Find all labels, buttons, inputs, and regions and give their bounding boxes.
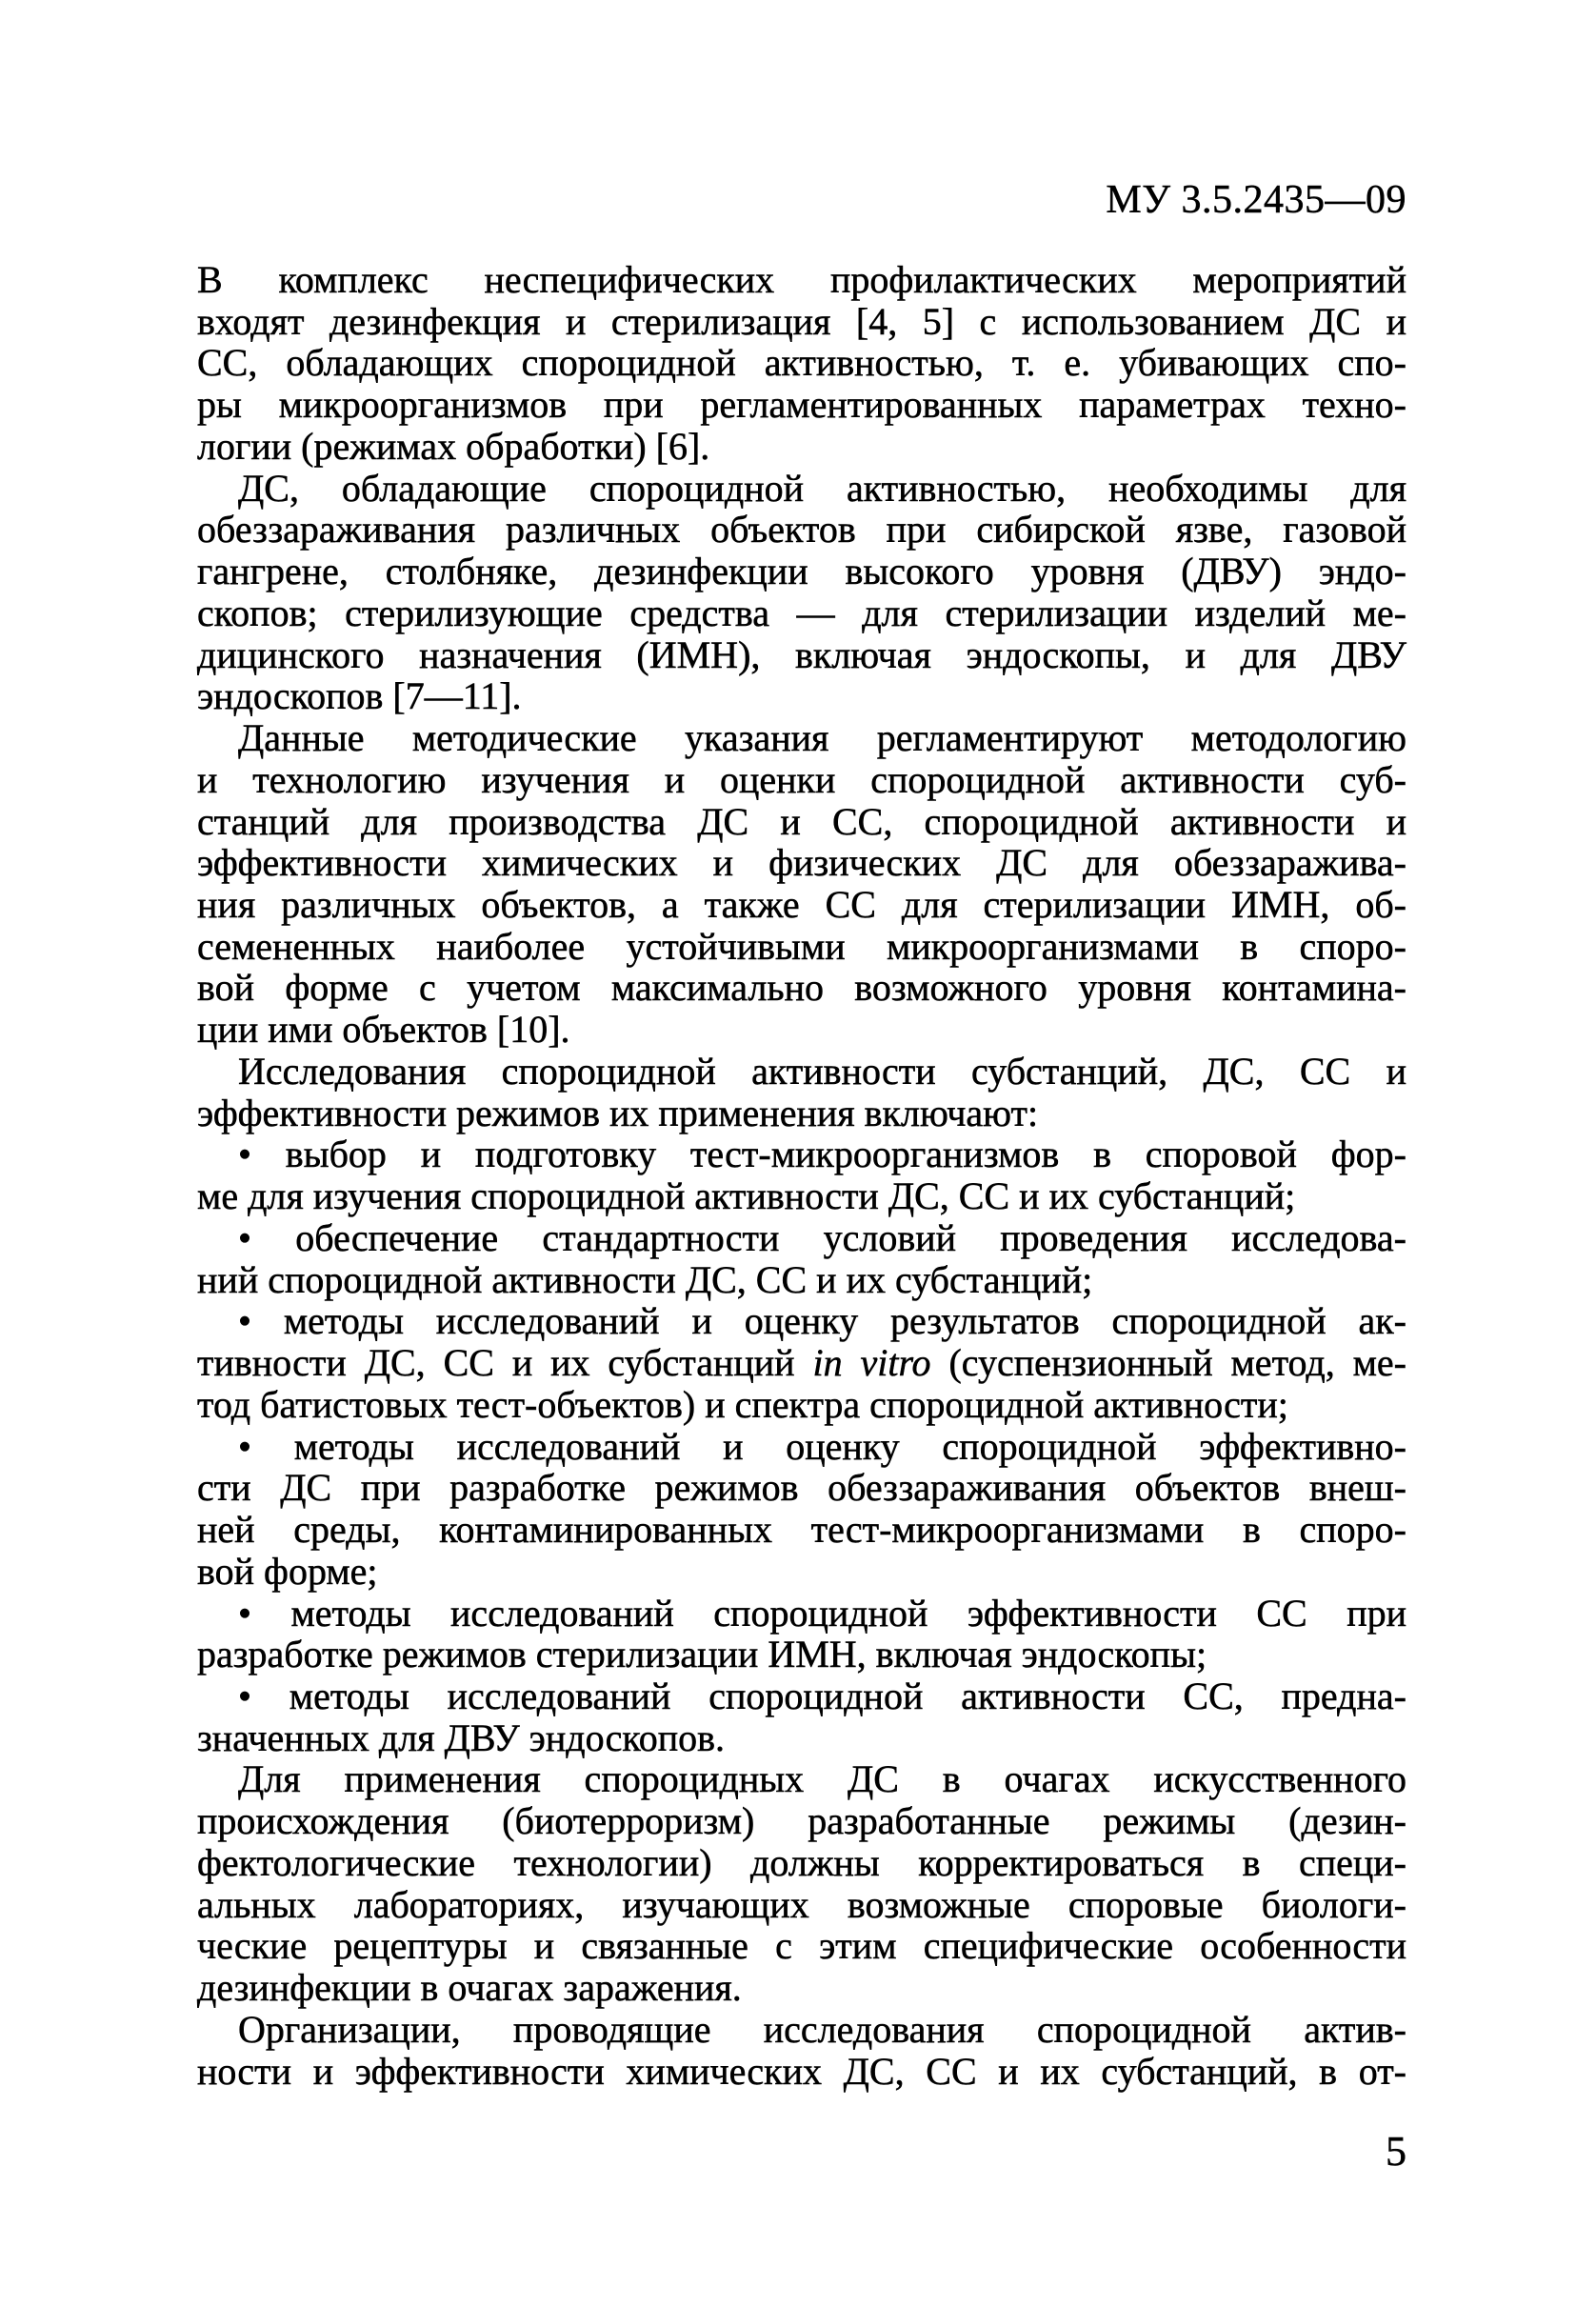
bullet-line: • методы исследований и оценку результатов спороцидной ак- xyxy=(238,1299,1406,1343)
text-line: вой форме; xyxy=(197,1549,378,1593)
text-line: происхождения (биотерроризм) разработанные режимы (дезин- xyxy=(197,1799,1406,1843)
text-line: тивности ДС, СС и их субстанций in vitro (суспензионный метод, ме- xyxy=(197,1341,1406,1385)
text-line: эффективности режимов их применения включают: xyxy=(197,1091,1039,1134)
text-line: ний спороцидной активности ДС, СС и их субстанций; xyxy=(197,1257,1093,1301)
text-line: гангрене, столбняке, дезинфекции высокого уровня (ДВУ) эндо- xyxy=(197,550,1406,593)
document-page xyxy=(197,179,1406,2092)
text-line: фектологические технологии) должны корректироваться в специ- xyxy=(197,1840,1406,1884)
text-line: дицинского назначения (ИМН), включая эндоскопы, и для ДВУ xyxy=(197,632,1406,676)
text-line: ния различных объектов, а также СС для стерилизации ИМН, об- xyxy=(197,883,1406,927)
text-line: обеззараживания различных объектов при сибирской язве, газовой xyxy=(197,508,1406,552)
bullet-line: • методы исследований спороцидной активности СС, предна- xyxy=(238,1674,1406,1717)
text-line: ческие рецептуры и связанные с этим специфические особенности xyxy=(197,1924,1406,1968)
bullet-line: • обеспечение стандартности условий проведения исследова- xyxy=(238,1215,1406,1259)
bullet-line: • выбор и подготовку тест-микроорганизмов в споровой фор- xyxy=(238,1133,1406,1176)
text-line: ДС, обладающие спороцидной активностью, необходимы для xyxy=(238,466,1406,510)
text-line: Исследования спороцидной активности субстанций, ДС, СС и xyxy=(238,1049,1406,1093)
bullet-line: • методы исследований и оценку спороцидной эффективно- xyxy=(238,1424,1406,1468)
text-line: ме для изучения спороцидной активности ДС, СС и их субстанций; xyxy=(197,1174,1296,1218)
text-line: альных лабораториях, изучающих возможные споровые биологи- xyxy=(197,1882,1406,1926)
page-number: 5 xyxy=(1386,2128,1406,2175)
document-code-header: МУ 3.5.2435—09 xyxy=(1106,178,1406,222)
text-line: разработке режимов стерилизации ИМН, включая эндоскопы; xyxy=(197,1633,1207,1676)
text-line: станций для производства ДС и СС, спороцидной активности и xyxy=(197,799,1406,843)
text-line: и технологию изучения и оценки спороцидной активности суб- xyxy=(197,757,1406,801)
text-line: тод батистовых тест-объектов) и спектра спороцидной активности; xyxy=(197,1382,1288,1426)
text-line: Данные методические указания регламентируют методологию xyxy=(238,716,1406,760)
text-line: ности и эффективности химических ДС, СС и их субстанций, в от- xyxy=(197,2049,1406,2093)
text-line: логии (режимах обработки) [6]. xyxy=(197,424,710,468)
text-line: входят дезинфекция и стерилизация [4, 5] с использованием ДС и xyxy=(197,299,1406,343)
document-body xyxy=(197,259,1406,2092)
text-line: дезинфекции в очагах заражения. xyxy=(197,1966,742,2010)
text-line: ры микроорганизмов при регламентированных параметрах техно- xyxy=(197,383,1406,427)
text-line: сти ДС при разработке режимов обеззараживания объектов внеш- xyxy=(197,1466,1406,1510)
text-line: эффективности химических и физических ДС для обеззаражива- xyxy=(197,841,1406,885)
text-line: СС, обладающих спороцидной активностью, т. е. убивающих спо- xyxy=(197,341,1406,385)
text-line: Для применения спороцидных ДС в очагах искусственного xyxy=(238,1757,1406,1801)
text-line: семененных наиболее устойчивыми микроорганизмами в споро- xyxy=(197,924,1406,968)
text-line: значенных для ДВУ эндоскопов. xyxy=(197,1715,726,1759)
text-line: эндоскопов [7—11]. xyxy=(197,674,522,718)
text-line: ции ими объектов [10]. xyxy=(197,1008,570,1052)
bullet-line: • методы исследований спороцидной эффективности СС при xyxy=(238,1591,1406,1635)
text-line: ней среды, контаминированных тест-микроорганизмами в споро- xyxy=(197,1508,1406,1552)
text-line: скопов; стерилизующие средства — для стерилизации изделий ме- xyxy=(197,591,1406,634)
text-line: В комплекс неспецифических профилактических мероприятий xyxy=(197,258,1406,301)
text-line: вой форме с учетом максимально возможного уровня контамина- xyxy=(197,966,1406,1010)
text-line: Организации, проводящие исследования спороцидной актив- xyxy=(238,2007,1406,2051)
